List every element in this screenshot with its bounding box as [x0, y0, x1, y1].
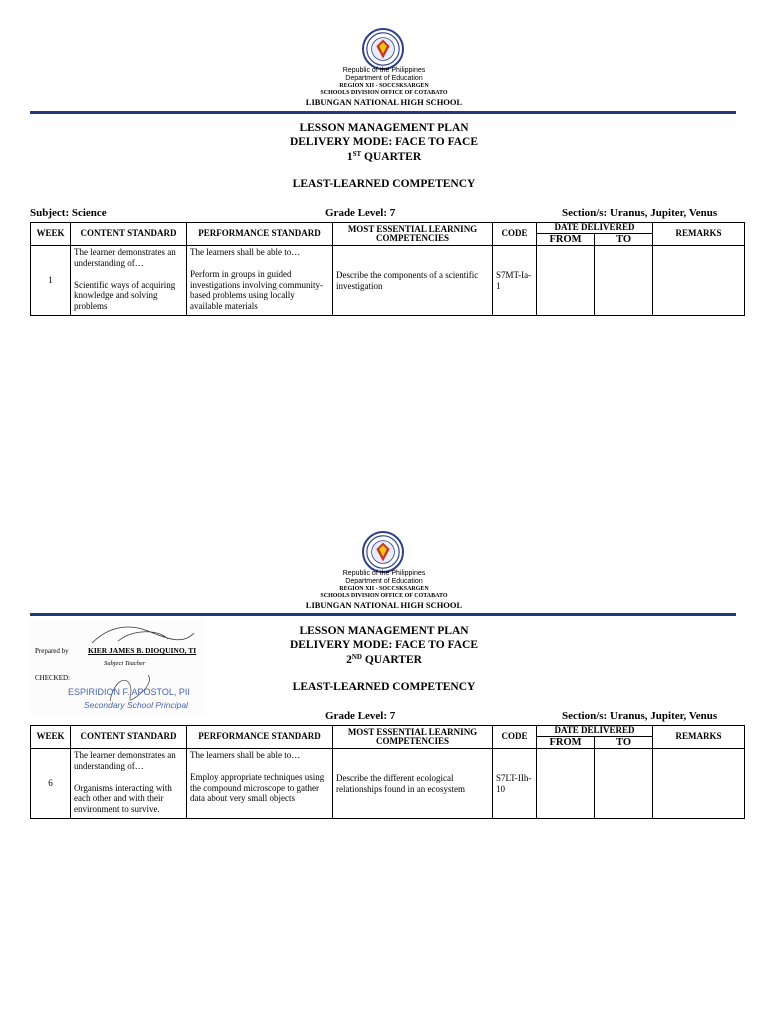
melc-cell: Describe the components of a scientific investigation: [333, 246, 493, 316]
header-school: LIBUNGAN NATIONAL HIGH SCHOOL: [305, 600, 463, 610]
melc-cell: Describe the different ecological relationships found in an ecosystem: [333, 749, 493, 819]
content-standard-intro: The learner demonstrates an understanding of…: [74, 247, 176, 268]
sections-label: Section/s: Uranus, Jupiter, Venus: [562, 710, 718, 722]
col-from: FROM: [537, 234, 595, 246]
content-standard-cell: [71, 749, 187, 819]
principal-name: ESPIRIDION F. APOSTOL, PII: [68, 687, 190, 697]
week-cell: 6: [31, 749, 71, 819]
content-standard-text: Organisms interacting with each other and with their environment to survive.: [74, 782, 172, 815]
week-cell: 1: [31, 246, 71, 316]
header-republic: Republic of the Philippines: [342, 67, 426, 74]
col-date-delivered: DATE DELIVERED: [537, 223, 653, 234]
col-performance-standard: PERFORMANCE STANDARD: [187, 726, 333, 749]
col-remarks: REMARKS: [653, 223, 745, 246]
teacher-role: Subject Teacher: [104, 660, 146, 667]
col-to: TO: [595, 737, 653, 749]
to-cell: [595, 749, 653, 819]
content-standard-text: Scientific ways of acquiring knowledge and solving problems: [74, 279, 176, 312]
plan-title: LESSON MANAGEMENT PLAN: [299, 625, 469, 637]
performance-standard-intro: The learners shall be able to…: [190, 750, 301, 761]
delivery-mode: DELIVERY MODE: FACE TO FACE: [289, 639, 479, 651]
header-school: LIBUNGAN NATIONAL HIGH SCHOOL: [305, 97, 463, 107]
col-remarks: REMARKS: [653, 726, 745, 749]
header-division: SCHOOLS DIVISION OFFICE OF COTABATO: [320, 593, 448, 599]
col-content-standard: CONTENT STANDARD: [71, 726, 187, 749]
quarter-label: QUARTER: [361, 151, 422, 163]
table-row: [31, 749, 745, 819]
quarter-number: 1: [346, 151, 353, 163]
header-department: Department of Education: [345, 578, 423, 585]
competency-heading: LEAST-LEARNED COMPETENCY: [292, 178, 476, 190]
col-melc: MOST ESSENTIAL LEARNING COMPETENCIES: [333, 223, 493, 246]
to-cell: [595, 246, 653, 316]
header-division: SCHOOLS DIVISION OFFICE OF COTABATO: [320, 90, 448, 96]
competency-table: [30, 725, 745, 819]
col-from: FROM: [537, 737, 595, 749]
checked-label: CHECKED:: [35, 674, 70, 682]
header-region: REGION XII - SOCCSKSARGEN: [339, 586, 429, 592]
col-week: WEEK: [31, 726, 71, 749]
col-date-delivered: DATE DELIVERED: [537, 726, 653, 737]
remarks-cell: [653, 246, 745, 316]
quarter-ordinal: ST: [352, 150, 362, 158]
code-cell: S7LT-IIh-10: [493, 749, 537, 819]
col-performance-standard: PERFORMANCE STANDARD: [187, 223, 333, 246]
quarter-heading: [0, 151, 768, 164]
header-region: REGION XII - SOCCSKSARGEN: [339, 83, 429, 89]
from-cell: [537, 246, 595, 316]
col-week: WEEK: [31, 223, 71, 246]
remarks-cell: [653, 749, 745, 819]
col-code: CODE: [493, 726, 537, 749]
delivery-mode: DELIVERY MODE: FACE TO FACE: [289, 136, 479, 148]
performance-standard-text: Employ appropriate techniques using the compound microscope to gather data about very small objects: [190, 771, 325, 804]
col-code: CODE: [493, 223, 537, 246]
quarter-label: QUARTER: [361, 654, 422, 666]
deped-seal-icon: [362, 28, 404, 70]
plan-title: LESSON MANAGEMENT PLAN: [299, 122, 469, 134]
grade-level-label: Grade Level: 7: [325, 710, 396, 722]
performance-standard-cell: [187, 749, 333, 819]
subject-label: Subject: Science: [30, 207, 107, 219]
content-standard-intro: The learner demonstrates an understanding of…: [74, 750, 176, 771]
performance-standard-intro: The learners shall be able to…: [190, 247, 301, 258]
from-cell: [537, 749, 595, 819]
performance-standard-text: Perform in groups in guided investigations involving community-based problems using locally available materials: [190, 268, 323, 312]
col-to: TO: [595, 234, 653, 246]
sections-label: Section/s: Uranus, Jupiter, Venus: [562, 207, 718, 219]
teacher-name: KIER JAMES B. DIOQUINO, TI: [88, 646, 197, 655]
col-content-standard: CONTENT STANDARD: [71, 223, 187, 246]
table-header-row: [31, 223, 745, 234]
col-melc: MOST ESSENTIAL LEARNING COMPETENCIES: [333, 726, 493, 749]
content-standard-cell: [71, 246, 187, 316]
performance-standard-cell: [187, 246, 333, 316]
competency-table: [30, 222, 745, 316]
principal-role: Secondary School Principal: [84, 700, 188, 710]
quarter-number: 2: [346, 654, 352, 666]
quarter-heading: [0, 654, 768, 667]
header-divider: [30, 111, 736, 114]
competency-heading: LEAST-LEARNED COMPETENCY: [292, 681, 476, 693]
table-row: [31, 246, 745, 316]
prepared-by-label: Prepared by: [35, 647, 69, 655]
header-divider: [30, 613, 736, 616]
table-header-row: [31, 726, 745, 737]
header-republic: Republic of the Philippines: [342, 570, 426, 577]
code-cell: S7MT-Ia-1: [493, 246, 537, 316]
header-department: Department of Education: [345, 75, 423, 82]
deped-seal-icon: [362, 531, 404, 573]
grade-level-label: Grade Level: 7: [325, 207, 396, 219]
quarter-ordinal: ND: [351, 653, 362, 661]
